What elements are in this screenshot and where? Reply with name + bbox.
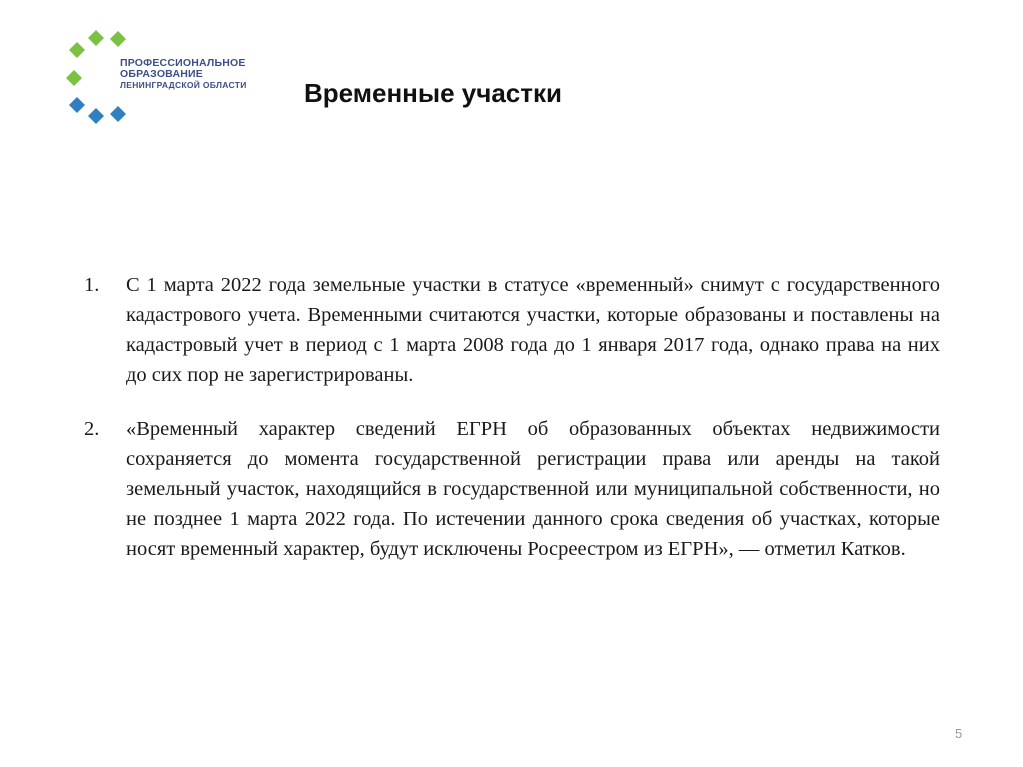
logo-line-2: ОБРАЗОВАНИЕ	[120, 68, 203, 80]
logo-text	[120, 58, 247, 91]
numbered-list	[84, 270, 940, 588]
page-number: 5	[955, 726, 963, 741]
page-title: Временные участки	[304, 78, 562, 108]
logo-line-3: ЛЕНИНГРАДСКОЙ ОБЛАСТИ	[120, 80, 247, 90]
list-item-text: «Временный характер сведений ЕГРН об образованных объектах недвижимости сохраняется до момента государственной регистрации права или аренды на такой земельный участок, находящийся в государственной или муниципальной собственности, но не позднее 1 марта 2022 года. По истечении данного срока сведения об участках, которые носят временный характер, будут исключены Росреестром из ЕГРН», — отметил Катков.	[126, 418, 940, 560]
list-item-number: 1.	[84, 274, 100, 296]
logo-emblem-icon	[66, 28, 126, 128]
logo-line-1: ПРОФЕССИОНАЛЬНОЕ	[120, 57, 246, 69]
list-item	[84, 270, 940, 390]
list-item-text: С 1 марта 2022 года земельные участки в статусе «временный» снимут с государственного кадастрового учета. Временными считаются участки, которые образованы и поставлены на кадастровый учет в период с 1 марта 2008 года до 1 января 2017 года, однако права на них до сих пор не зарегистрированы.	[126, 274, 940, 386]
logo	[66, 28, 266, 128]
list-item-number: 2.	[84, 418, 100, 440]
list-item	[84, 414, 940, 564]
